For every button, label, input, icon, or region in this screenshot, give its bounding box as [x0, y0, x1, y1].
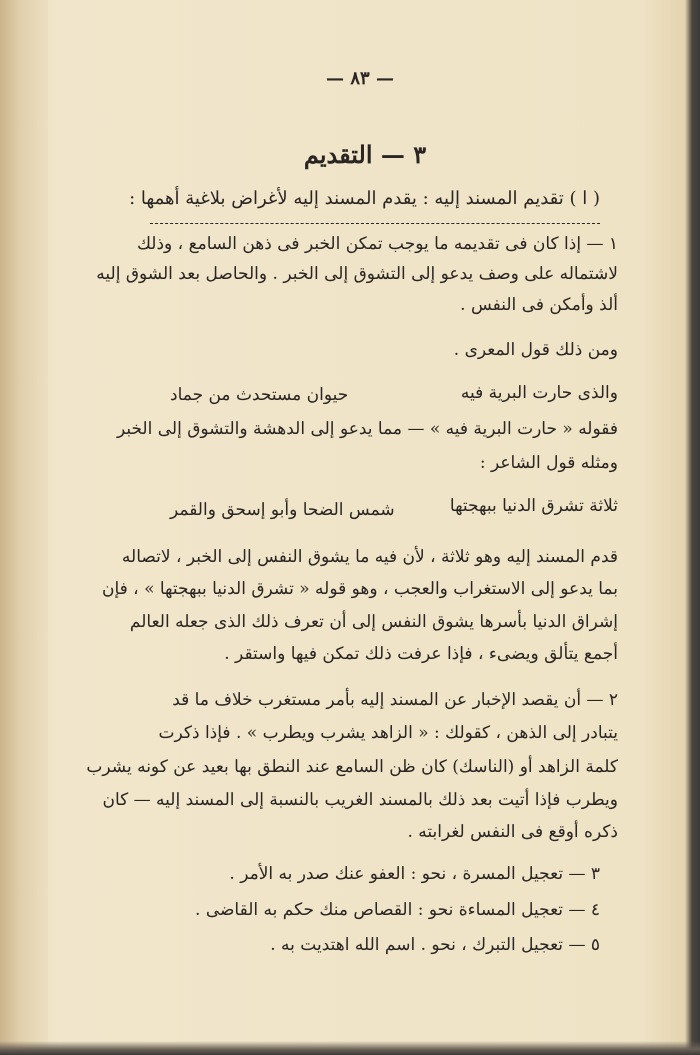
- section2-line-4: ويطرب فإذا أتيت بعد ذلك بالمسند الغريب بالنسبة إلى المسند إليه — كان: [102, 790, 618, 810]
- verse1-first-hemistich: والذى حارت البرية فيه: [460, 383, 618, 403]
- explanation-line-2: بما يدعو إلى الاستغراب والعجب ، وهو قوله « تشرق الدنيا ببهجتها » ، فإن: [101, 579, 618, 599]
- verse2-second-hemistich: شمس الضحا وأبو إسحق والقمر: [170, 500, 395, 520]
- verse1-second-hemistich: حيوان مستحدث من جماد: [170, 385, 349, 405]
- section2-line-3: كلمة الزاهد أو (الناسك) كان ظن السامع عند النطق بها بعيد عن كونه يشرب: [86, 757, 618, 777]
- section2-line-1: ٢ — أن يقصد الإخبار عن المسند إليه بأمر مستغرب خلاف ما قد: [172, 690, 618, 710]
- subheading: ( ا ) تقديم المسند إليه : يقدم المسند إليه لأغراض بلاغية أهمها :: [129, 188, 600, 209]
- section1-line-2: لاشتماله على وصف يدعو إلى التشوق إلى الخبر . والحاصل بعد الشوق إليه: [96, 264, 618, 284]
- page-number: — ٨٣ —: [326, 68, 394, 89]
- page-spine: [0, 0, 48, 1055]
- section-heading: ٣ — التقديم: [303, 140, 427, 169]
- explanation-line-3: إشراق الدنيا بأسرها يشوق النفس إلى أن تعرف ذلك الذى جعله العالم: [129, 612, 618, 632]
- section2-line-5: ذكره أوقع فى النفس لغرابته .: [407, 822, 618, 842]
- section2-line-2: يتبادر إلى الذهن ، كقولك : « الزاهد يشرب ويطرب » . فإذا ذكرت: [158, 723, 618, 743]
- page-bottom-edge: [0, 1041, 700, 1055]
- example-intro: ومن ذلك قول المعرى .: [453, 340, 618, 360]
- explanation-line-1: قدم المسند إليه وهو ثلاثة ، لأن فيه ما يشوق النفس إلى الخبر ، لاتصاله: [121, 547, 618, 567]
- list-item-5: ٥ — تعجيل التبرك ، نحو . اسم الله اهتديت به .: [270, 935, 600, 955]
- section1-line-1: ١ — إذا كان فى تقديمه ما يوجب تمكن الخبر فى ذهن السامع ، وذلك: [136, 234, 618, 254]
- explanation-line-4: أجمع يتألق ويضىء ، فإذا عرفت ذلك تمكن فيها واستقر .: [224, 644, 618, 664]
- verse2-first-hemistich: ثلاثة تشرق الدنيا ببهجتها: [449, 496, 618, 516]
- example-intro-2: ومثله قول الشاعر :: [479, 453, 618, 473]
- list-item-3: ٣ — تعجيل المسرة ، نحو : العفو عنك صدر به الأمر .: [229, 864, 600, 884]
- list-item-4: ٤ — تعجيل المساءة نحو : القصاص منك حكم به القاضى .: [195, 900, 600, 920]
- section1-line-3: ألذ وأمكن فى النفس .: [460, 295, 618, 315]
- verse1-comment: فقوله « حارت البرية فيه » — مما يدعو إلى الدهشة والتشوق إلى الخبر: [116, 419, 618, 439]
- subheading-underline: [150, 223, 600, 224]
